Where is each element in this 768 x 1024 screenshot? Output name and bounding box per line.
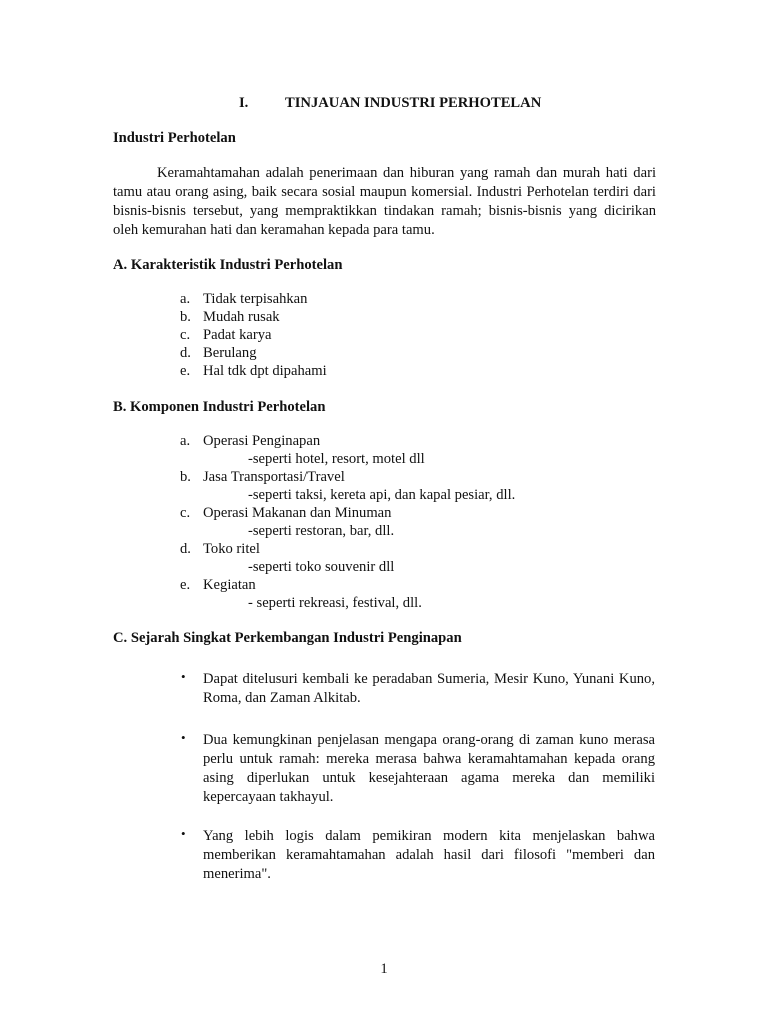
list-subitem bbox=[0, 450, 768, 468]
list-item-label: Toko ritel bbox=[203, 541, 260, 557]
bullet-icon: • bbox=[181, 826, 186, 841]
bullet-icon: • bbox=[181, 669, 186, 684]
intro-heading: Industri Perhotelan bbox=[113, 130, 236, 146]
section-b-heading: B. Komponen Industri Perhotelan bbox=[113, 399, 326, 415]
list-item-label: Padat karya bbox=[203, 327, 272, 343]
list-item bbox=[0, 308, 768, 326]
list-marker: d. bbox=[180, 541, 191, 557]
list-subitem bbox=[0, 486, 768, 504]
list-subitem-text: - seperti rekreasi, festival, dll. bbox=[248, 595, 422, 611]
list-item bbox=[0, 432, 768, 450]
intro-paragraph bbox=[113, 164, 656, 240]
section-a-heading: A. Karakteristik Industri Perhotelan bbox=[113, 257, 343, 273]
list-marker: c. bbox=[180, 327, 191, 343]
list-subitem bbox=[0, 558, 768, 576]
list-item bbox=[0, 344, 768, 362]
list-marker: d. bbox=[180, 345, 191, 361]
list-item-label: Tidak terpisahkan bbox=[203, 291, 308, 307]
title-number: I. bbox=[239, 95, 249, 111]
title-text: TINJAUAN INDUSTRI PERHOTELAN bbox=[285, 95, 542, 111]
list-item bbox=[0, 468, 768, 486]
list-item-label: Operasi Makanan dan Minuman bbox=[203, 505, 392, 521]
intro-paragraph-text: Keramahtamahan adalah penerimaan dan hiburan yang ramah dan murah hati dari tamu atau orang asing, baik secara sosial maupun komersial. Industri Perhotelan terdiri dari bisnis-bisnis tersebut, yang mempraktikkan tindakan ramah; bisnis-bisnis yang dicirikan oleh kemurahan hati dan keramahan kepada para tamu. bbox=[113, 165, 656, 238]
bullet-text: Yang lebih logis dalam pemikiran modern kita menjelaskan bahwa memberikan keramahtamahan adalah hasil dari filosofi "memberi dan menerima". bbox=[203, 828, 655, 882]
list-item bbox=[0, 504, 768, 522]
list-marker: b. bbox=[180, 309, 191, 325]
list-item bbox=[0, 576, 768, 594]
section-c-heading: C. Sejarah Singkat Perkembangan Industri Penginapan bbox=[113, 630, 462, 646]
list-item-label: Kegiatan bbox=[203, 577, 256, 593]
list-item-label: Berulang bbox=[203, 345, 257, 361]
list-marker: a. bbox=[180, 433, 191, 449]
list-item bbox=[0, 326, 768, 344]
list-subitem bbox=[0, 522, 768, 540]
list-subitem-text: -seperti restoran, bar, dll. bbox=[248, 523, 395, 539]
list-item-label: Operasi Penginapan bbox=[203, 433, 321, 449]
list-marker: a. bbox=[180, 291, 191, 307]
list-item-label: Mudah rusak bbox=[203, 309, 280, 325]
list-item-label: Jasa Transportasi/Travel bbox=[203, 469, 345, 485]
list-item bbox=[0, 540, 768, 558]
list-subitem-text: -seperti taksi, kereta api, dan kapal pesiar, dll. bbox=[248, 487, 516, 503]
list-marker: e. bbox=[180, 363, 191, 379]
list-subitem-text: -seperti hotel, resort, motel dll bbox=[248, 451, 425, 467]
bullet-icon: • bbox=[181, 730, 186, 745]
list-marker: b. bbox=[180, 469, 191, 485]
bullet-text: Dua kemungkinan penjelasan mengapa orang-orang di zaman kuno merasa perlu untuk ramah: mereka merasa bahwa keramahtamahan kepada orang asing diperlukan untuk kesejahteraan agama mereka dan memiliki kepercayaan takhayul. bbox=[203, 732, 655, 805]
characteristics-list bbox=[0, 290, 768, 380]
list-item bbox=[0, 362, 768, 380]
list-subitem-text: -seperti toko souvenir dll bbox=[248, 559, 395, 575]
list-marker: e. bbox=[180, 577, 191, 593]
components-list bbox=[0, 432, 768, 612]
bullet-text: Dapat ditelusuri kembali ke peradaban Sumeria, Mesir Kuno, Yunani Kuno, Roma, dan Zaman Alkitab. bbox=[203, 671, 655, 706]
list-subitem bbox=[0, 594, 768, 612]
list-item bbox=[0, 290, 768, 308]
page-number: 1 bbox=[380, 961, 388, 977]
list-marker: c. bbox=[180, 505, 191, 521]
list-item-label: Hal tdk dpt dipahami bbox=[203, 363, 327, 379]
